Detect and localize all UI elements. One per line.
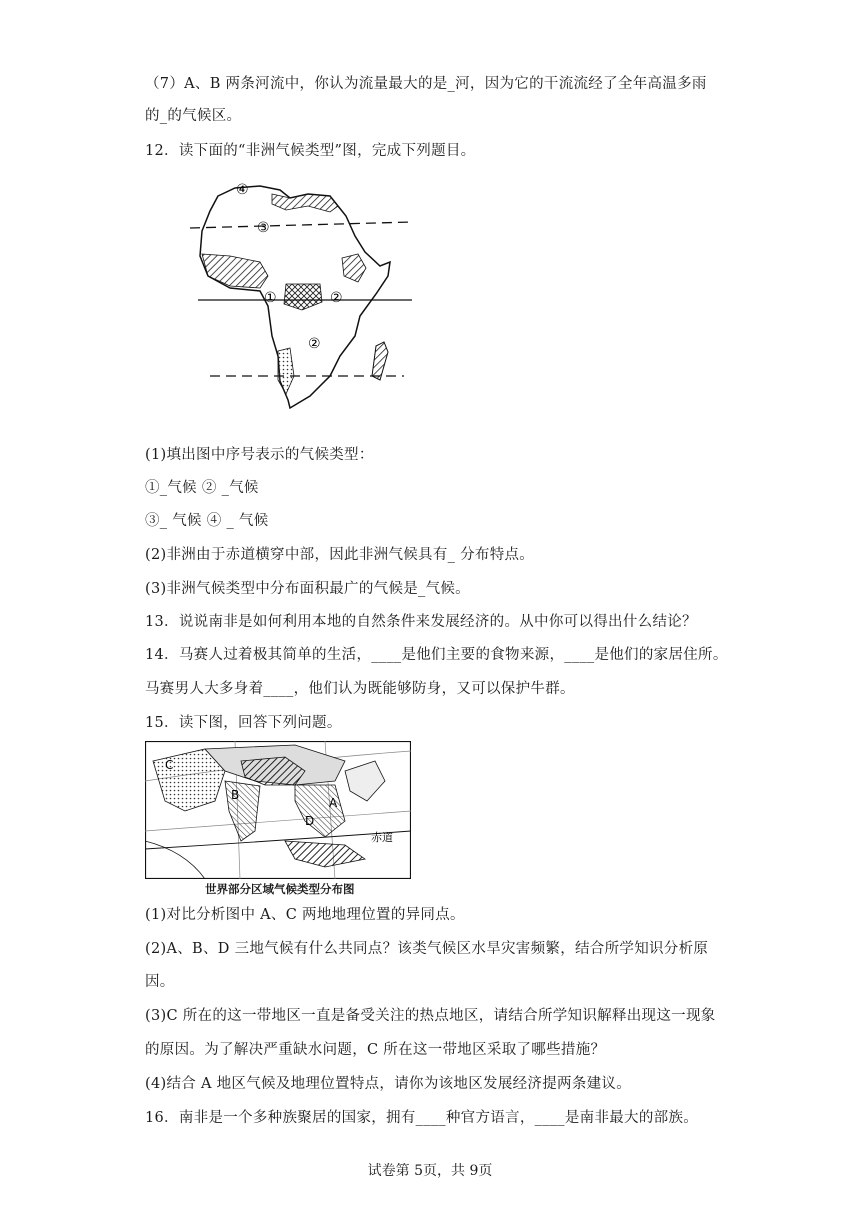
question-12: 12．读下面的“非洲气候类型”图，完成下列题目。 — [145, 143, 476, 159]
asia-climate-map — [145, 741, 411, 879]
page-footer: 试卷第 5页，共 9页 — [367, 1163, 493, 1179]
asia-map-caption: 世界部分区域气候类型分布图 — [205, 882, 355, 896]
text-line: 马赛男人大多身着____，他们认为既能够防身，又可以保护牛群。 — [145, 681, 575, 697]
question-13: 13．说说南非是如何利用本地的自然条件来发展经济的。从中你可以得出什么结论？ — [145, 614, 697, 630]
africa-label-4: ④ — [236, 182, 249, 198]
africa-label-3: ③ — [257, 220, 270, 236]
text-line: ③_ 气候 ④ _ 气候 — [145, 513, 269, 529]
text-line: (3)非洲气候类型中分布面积最广的气候是_气候。 — [145, 581, 470, 597]
africa-climate-map — [190, 176, 412, 418]
asia-label-b: B — [231, 788, 240, 802]
text-line: (1)填出图中序号表示的气候类型： — [145, 447, 374, 463]
text-line: (3)C 所在的这一带地区一直是备受关注的热点地区，请结合所学知识解释出现这一现象 — [145, 1008, 716, 1024]
text-line: (1)对比分析图中 A、C 两地地理位置的异同点。 — [145, 907, 465, 923]
question-16: 16．南非是一个多种族聚居的国家，拥有____种官方语言，____是南非最大的部族。 — [145, 1110, 699, 1126]
africa-label-2-south: ② — [308, 336, 321, 352]
text-line: (2)A、B、D 三地气候有什么共同点？该类气候区水旱灾害频繁，结合所学知识分析原 — [145, 941, 709, 957]
text-line: 的_的气候区。 — [145, 108, 242, 124]
text-line: (4)结合 A 地区气候及地理位置特点，请你为该地区发展经济提两条建议。 — [145, 1076, 632, 1092]
africa-label-1: ① — [264, 290, 277, 306]
asia-label-c: C — [165, 758, 174, 772]
text-line: ①_气候 ② _气候 — [145, 480, 259, 496]
africa-label-2: ② — [330, 290, 343, 306]
asia-label-d: D — [305, 814, 315, 828]
asia-label-a: A — [329, 796, 338, 810]
text-line: （7）A、B 两条河流中，你认为流量最大的是_河，因为它的干流流经了全年高温多雨 — [145, 76, 707, 92]
asia-label-equator: 赤道 — [371, 831, 393, 844]
question-15: 15．读下图，回答下列问题。 — [145, 715, 342, 731]
text-line: 因。 — [145, 974, 175, 990]
question-14: 14．马赛人过着极其简单的生活，____是他们主要的食物来源，____是他们的家居住所。 — [145, 647, 728, 663]
text-line: 的原因。为了解决严重缺水问题，C 所在这一带地区采取了哪些措施？ — [145, 1042, 606, 1058]
text-line: (2)非洲由于赤道横穿中部，因此非洲气候具有_ 分布特点。 — [145, 547, 535, 563]
